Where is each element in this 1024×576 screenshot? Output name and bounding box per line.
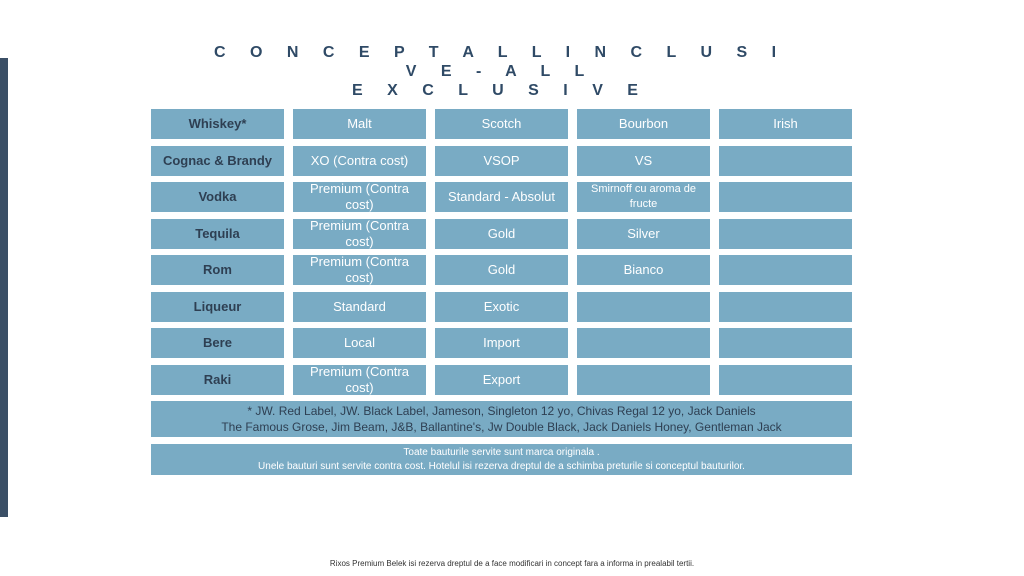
table-cell: Export xyxy=(435,365,568,395)
table-row xyxy=(151,182,852,212)
table-row xyxy=(151,219,852,249)
table-cell xyxy=(577,328,710,358)
table-cell: Standard - Absolut xyxy=(435,182,568,212)
table-row xyxy=(151,292,852,322)
table-cell xyxy=(719,146,852,176)
table-cell: Standard xyxy=(293,292,426,322)
row-label: Cognac & Brandy xyxy=(151,146,284,176)
table-cell xyxy=(719,292,852,322)
table-cell: Import xyxy=(435,328,568,358)
row-label: Tequila xyxy=(151,219,284,249)
table-cell: Scotch xyxy=(435,109,568,139)
table-row xyxy=(151,146,852,176)
table-cell: Gold xyxy=(435,255,568,285)
row-label: Bere xyxy=(151,328,284,358)
disclaimer-note xyxy=(151,444,852,475)
note-line: * JW. Red Label, JW. Black Label, Jameson, Singleton 12 yo, Chivas Regal 12 yo, Jack Daniels xyxy=(247,404,756,418)
table-cell xyxy=(719,219,852,249)
table-row xyxy=(151,365,852,395)
table-cell: Bourbon xyxy=(577,109,710,139)
table-row xyxy=(151,255,852,285)
table-cell xyxy=(719,365,852,395)
table-cell: Premium (Contra cost) xyxy=(293,255,426,285)
table-cell xyxy=(719,328,852,358)
note-line: Unele bauturi sunt servite contra cost. Hotelul isi rezerva dreptul de a schimba preturile si conceptul bauturilor. xyxy=(258,460,745,472)
table-cell: Silver xyxy=(577,219,710,249)
table-cell: Irish xyxy=(719,109,852,139)
table-cell: Premium (Contra cost) xyxy=(293,219,426,249)
page-title xyxy=(200,43,800,100)
table-cell: VS xyxy=(577,146,710,176)
table-cell: VSOP xyxy=(435,146,568,176)
row-label: Rom xyxy=(151,255,284,285)
table-cell: Exotic xyxy=(435,292,568,322)
table-cell: Premium (Contra cost) xyxy=(293,182,426,212)
table-cell xyxy=(719,182,852,212)
table-cell: Premium (Contra cost) xyxy=(293,365,426,395)
whiskey-brands-note xyxy=(151,401,852,437)
table-cell: Local xyxy=(293,328,426,358)
note-line: Toate bauturile servite sunt marca originala . xyxy=(403,446,600,458)
table-cell: Malt xyxy=(293,109,426,139)
table-cell xyxy=(577,292,710,322)
footer-text: Rixos Premium Belek isi rezerva dreptul de a face modificari in concept fara a informa in prealabil tertii. xyxy=(329,559,695,568)
table-cell xyxy=(719,255,852,285)
left-accent-bar xyxy=(0,58,8,517)
title-line-2: E X C L U S I V E xyxy=(352,82,648,99)
row-label: Liqueur xyxy=(151,292,284,322)
row-label: Whiskey* xyxy=(151,109,284,139)
table-cell: Smirnoff cu aroma de fructe xyxy=(577,182,710,212)
table-row xyxy=(151,109,852,139)
title-line-1: C O N C E P T A L L I N C L U S I V E - A L L xyxy=(213,44,787,80)
row-label: Vodka xyxy=(151,182,284,212)
table-cell xyxy=(577,365,710,395)
table-cell: Gold xyxy=(435,219,568,249)
row-label: Raki xyxy=(151,365,284,395)
table-cell: XO (Contra cost) xyxy=(293,146,426,176)
note-line: The Famous Grose, Jim Beam, J&B, Ballantine's, Jw Double Black, Jack Daniels Honey, Gentleman Jack xyxy=(221,420,782,434)
table-cell: Bianco xyxy=(577,255,710,285)
table-row xyxy=(151,328,852,358)
